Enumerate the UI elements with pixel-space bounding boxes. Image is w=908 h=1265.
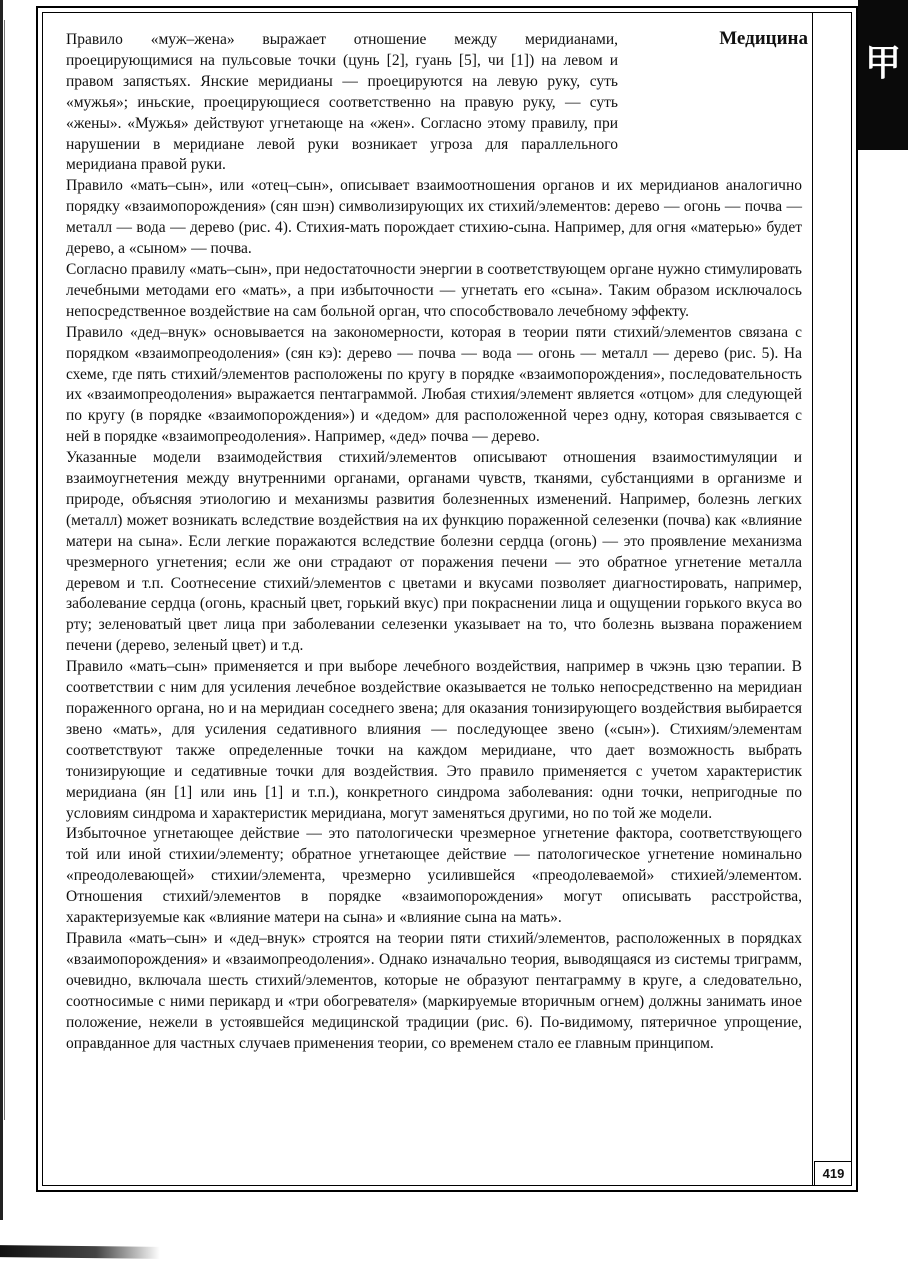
paragraph: Согласно правилу «мать–сын», при недостаточности энергии в соответствующем органе нужно стимулировать лечебными методами его «мать», а при избыточности — угнетать его «сына». Таким образом исключалось непосредственное воздействие на сам больной орган, что способствовало лечебному эффекту. bbox=[66, 260, 802, 320]
paragraph: Правило «мать–сын» применяется и при выборе лечебного воздействия, например в чжэнь цзю терапии. В соответствии с ним для усиления лечебное воздействие оказывается не только непосредственно на меридиан пораженного органа, но и на меридиан соседнего звена; для оказания тонизирующего воздействия выбирается звено «мать», для усиления седативного влияния — последующее звено («сын»). Стихиям/элементам соответствуют также определенные точки на каждом меридиане, что дает возможность выбрать тонизирующие и седативные точки для воздействия. Это правило применяется с учетом характеристик меридиана (ян [1] или инь [1] и т.п.), конкретного синдрома заболевания: одни точки, непригодные по условиям синдрома и характеристик меридиана, могут заменяться другими, но по той же модели. bbox=[66, 658, 802, 822]
scan-edge bbox=[0, 0, 3, 1220]
paragraph: Указанные модели взаимодействия стихий/элементов описывают отношения взаимостимуляции и взаимоугнетения между внутренними органами, органами чувств, тканями, субстанциями в организме и природе, объясняя этиологию и механизмы развития болезненных изменений. Например, болезнь легких (металл) может возникать вследствие воздействия на их функцию пораженной селезенки (почва) как «влияние матери на сына». Если легкие поражаются вследствие болезни сердца (огонь) — это проявление механизма чрезмерного угнетения; если же они страдают от поражения печени — это обратное угнетение металла деревом и т.п. Соотнесение стихий/элементов с цветами и вкусами позволяет диагностировать, например, заболевание сердца (огонь, красный цвет, горький вкус) при покраснении лица и ощущении горького вкуса во рту; зеленоватый цвет лица при заболевании селезенки указывает на то, что болезнь вызвана поражением печени (дерево, зеленый цвет) и т.д. bbox=[66, 449, 802, 655]
margin-divider bbox=[812, 12, 813, 1186]
paragraph: Правило «мать–сын», или «отец–сын», описывает взаимоотношения органов и их меридианов аналогично порядку «взаимопорождения» (сян шэн) символизирующих их стихий/элементов: дерево — огонь — почва — металл — вода — дерево (рис. 4). Стихия-мать порождает стихию-сына. Например, для огня «матерью» будет дерево, а «сыном» — почва. bbox=[66, 177, 802, 258]
body-text bbox=[66, 30, 802, 1054]
section-tab bbox=[858, 0, 908, 150]
paragraph: Правило «муж–жена» выражает отношение между меридианами, проецирующимися на пульсовые точки (цунь [2], гуань [5], чи [1]) на левом и правом запястьях. Янские меридианы — проецируются на левую руку, суть «мужья»; иньские, проецирующиеся соответственно на правую руку, — суть «жены». «Мужья» действуют угнетающе на «жен». Согласно этому правилу, при нарушении в меридиане левой руки возникает угроза для параллельного меридиана правой руки. bbox=[66, 31, 618, 174]
scan-edge-line bbox=[4, 20, 5, 1120]
paragraph: Правило «дед–внук» основывается на закономерности, которая в теории пяти стихий/элементов связана с порядком «взаимопреодоления» (сян кэ): дерево — почва — вода — огонь — металл — дерево (рис. 5). На схеме, где пять стихий/элементов расположены по кругу в порядке «взаимопорождения», последовательность их «взаимопреодоления» выражается пентаграммой. Любая стихия/элемент является «отцом» для следующей по кругу (в порядке «взаимопорождения») и «дедом» для расположенной через одну, которая связывается с ней в порядке «взаимопреодоления». Например, «дед» почва — дерево. bbox=[66, 323, 802, 446]
page-number: 419 bbox=[814, 1161, 852, 1185]
scan-artifact bbox=[0, 1245, 160, 1259]
section-title: Медицина bbox=[719, 28, 808, 49]
section-tab-glyph: 甲 bbox=[864, 42, 901, 84]
paragraph: Правила «мать–сын» и «дед–внук» строятся на теории пяти стихий/элементов, расположенных в порядках «взаимопорождения» и «взаимопреодоления». Однако изначально теория, выводящаяся из системы триграмм, очевидно, включала шесть стихий/элементов, которые не образуют пентаграмму в круге, а следовательно, соотносимые с ними перикард и «три обогревателя» (маркируемые вторичным огнем) должны занимать иное положение, нежели в устоявшейся медицинской традиции (рис. 6). По-видимому, пятеричное упрощение, оправданное для частных случаев применения теории, со временем стало ее главным принципом. bbox=[66, 929, 802, 1052]
paragraph: Избыточное угнетающее действие — это патологически чрезмерное угнетение фактора, соответствующего той или иной стихии/элементу; обратное угнетающее действие — патологическое угнетение номинально «преодолевающей» стихии/элемента, чрезмерно усилившейся «преодолеваемой» стихией/элементом. Отношения стихий/элементов в порядке «взаимопорождения» могут описывать расстройства, характеризуемые как «влияние матери на сына» и «влияние сына на мать». bbox=[66, 825, 802, 927]
